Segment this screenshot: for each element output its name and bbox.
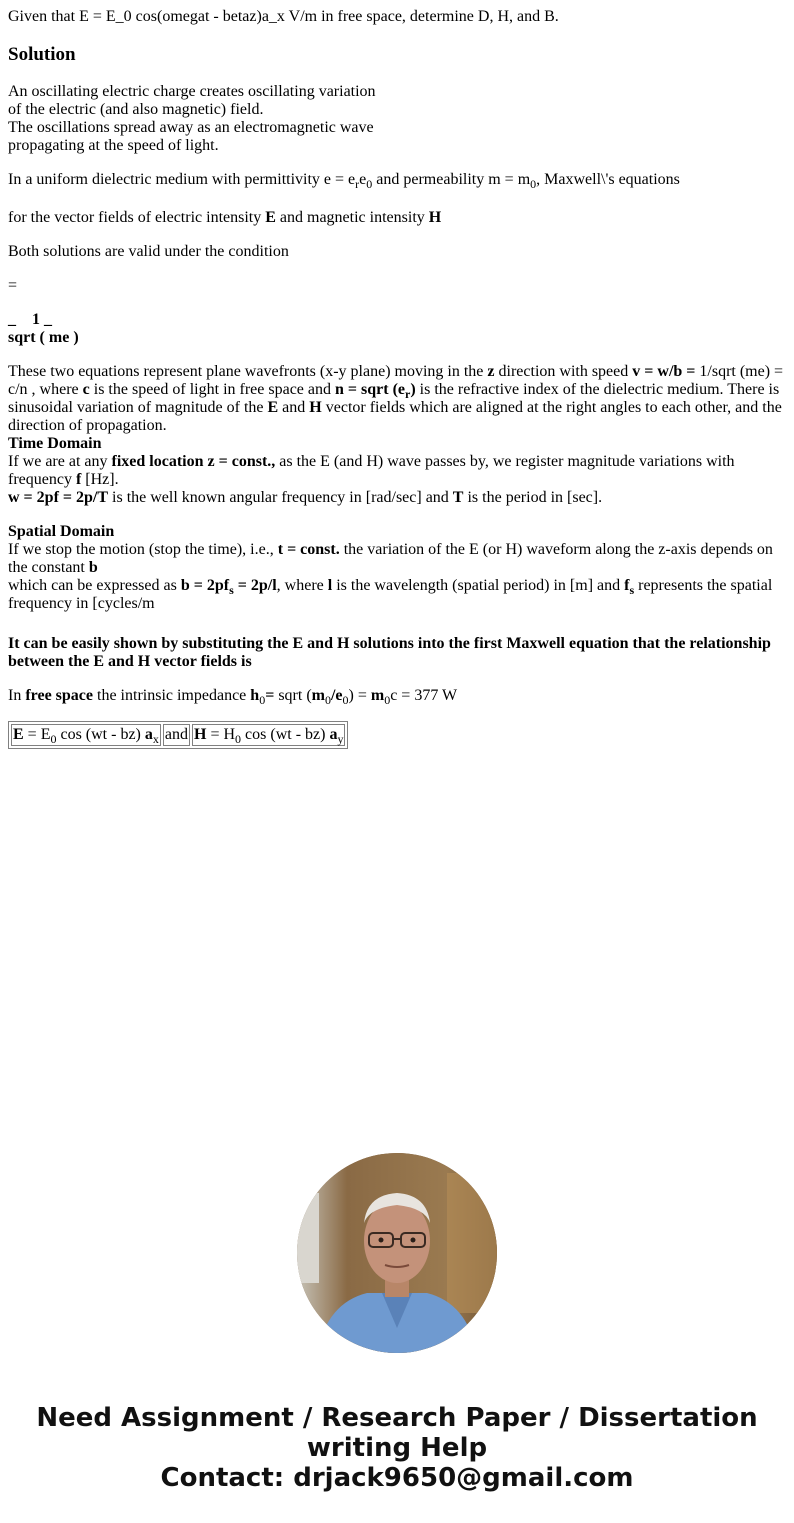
sd-text: is the wavelength (spatial period) in [m] and — [332, 577, 625, 594]
wf-text: These two equations represent plane wavefronts (x-y plane) moving in the — [8, 363, 488, 380]
time-domain-section — [8, 435, 786, 507]
footer-line-2: writing Help — [306, 1433, 488, 1463]
wf-bold: z — [487, 363, 495, 380]
medium-text: , Maxwell\'s equations — [536, 171, 680, 188]
fraction-bottom: sqrt ( me ) — [8, 329, 79, 346]
eq-text: = H — [206, 726, 236, 743]
wf-bold: ) — [410, 381, 416, 398]
vf-bold: E — [265, 209, 276, 226]
condition-paragraph: Both solutions are valid under the condition — [8, 243, 289, 260]
sd-sub: s — [229, 583, 234, 597]
relationship-paragraph — [8, 635, 786, 671]
h-field-equation — [192, 724, 345, 746]
spatial-domain-section — [8, 523, 786, 613]
eq-sub: x — [152, 732, 159, 746]
sd-bold: b = 2pf — [180, 577, 230, 594]
wf-text: is the refractive index of the dielectric medium. There is sinusoidal variation of magnitude of the — [8, 381, 780, 416]
eq-text: cos (wt - bz) — [56, 726, 145, 743]
fraction-top: _ 1 _ — [8, 311, 52, 328]
sd-bold: f — [624, 577, 630, 594]
wf-text: is the speed of light in free space and — [89, 381, 335, 398]
wf-bold: E — [267, 399, 279, 416]
wf-text: and — [278, 399, 310, 416]
imp-text: In — [8, 687, 26, 704]
intro-line-3: The oscillations spread away as an electromagnetic wave — [8, 119, 374, 136]
td-bold: fixed location z = const., — [111, 453, 276, 470]
vector-fields-paragraph — [8, 209, 786, 227]
imp-text: c = 377 W — [390, 687, 458, 704]
footer-line-1: Need Assignment / Research Paper / Dissertation — [36, 1403, 758, 1433]
imp-bold: = — [265, 687, 275, 704]
sd-bold: l — [327, 577, 333, 594]
eq-bold: a — [329, 726, 338, 743]
imp-bold: free space — [25, 687, 93, 704]
td-bold: w = 2pf = 2p/T — [8, 489, 109, 506]
wf-text: direction with speed — [494, 363, 633, 380]
footer-promo — [0, 1403, 794, 1493]
e-field-equation — [11, 724, 161, 746]
td-text: is the period in [sec]. — [463, 489, 603, 506]
eq-bold: a — [144, 726, 153, 743]
eq-sub: 0 — [235, 732, 242, 746]
sd-text: represents the spatial frequency in [cycles/m — [8, 577, 773, 612]
and-cell: and — [163, 724, 190, 746]
imp-text: sqrt ( — [274, 687, 312, 704]
intro-line-1: An oscillating electric charge creates oscillating variation — [8, 83, 376, 100]
impedance-paragraph — [8, 687, 786, 705]
imp-sub: 0 — [342, 693, 349, 707]
medium-sub: 0 — [366, 177, 373, 191]
imp-bold: m — [311, 687, 325, 704]
eq-bold: H — [194, 726, 207, 743]
intro-line-4: propagating at the speed of light. — [8, 137, 219, 154]
equals-sign: = — [8, 277, 18, 294]
sd-sub: s — [629, 583, 635, 597]
imp-sub: 0 — [384, 693, 391, 707]
td-text: If we are at any — [8, 453, 112, 470]
sd-bold: t = const. — [277, 541, 340, 558]
imp-bold: h — [250, 687, 260, 704]
sd-bold: b — [88, 559, 98, 576]
sd-text: the variation of the E (or H) waveform along the z-axis depends on the constant — [8, 541, 773, 576]
medium-text: In a uniform dielectric medium with permittivity e = e — [8, 171, 356, 188]
vf-text: for the vector fields of electric intensity — [8, 209, 266, 226]
sd-bold: = 2p/l — [233, 577, 277, 594]
imp-sub: 0 — [324, 693, 331, 707]
imp-sub: 0 — [259, 693, 266, 707]
sd-text: , where — [276, 577, 328, 594]
intro-paragraph — [8, 83, 786, 155]
imp-text: the intrinsic impedance — [93, 687, 251, 704]
medium-text: and permeability m = m — [372, 171, 531, 188]
medium-paragraph — [8, 171, 786, 189]
wf-bold: v = w/b = — [632, 363, 696, 380]
vf-bold: H — [428, 209, 442, 226]
fraction — [8, 311, 786, 347]
td-text: is the well known angular frequency in [rad/sec] and — [108, 489, 453, 506]
eq-text: = E — [23, 726, 51, 743]
imp-text: ) = — [348, 687, 371, 704]
author-photo — [297, 1153, 497, 1353]
intro-line-2: of the electric (and also magnetic) field. — [8, 101, 264, 118]
footer-contact: Contact: drjack9650@gmail.com — [160, 1463, 634, 1493]
eq-sub: y — [337, 732, 344, 746]
wavefronts-paragraph — [8, 363, 786, 435]
sd-text: If we stop the motion (stop the time), i.e., — [8, 541, 278, 558]
equation-row — [11, 724, 345, 746]
td-bold: T — [452, 489, 464, 506]
vf-text: and magnetic intensity — [275, 209, 429, 226]
spatial-domain-title: Spatial Domain — [8, 523, 115, 540]
question-text: Given that E = E_0 cos(omegat - betaz)a_x V/m in free space, determine D, H, and B. — [8, 8, 559, 25]
wf-text: 1/sqrt (me) = c/n , where — [8, 363, 784, 398]
time-domain-title: Time Domain — [8, 435, 102, 452]
td-text: [Hz]. — [81, 471, 119, 488]
solution-heading: Solution — [8, 44, 76, 65]
portrait-illustration — [297, 1153, 497, 1353]
relationship-text: It can be easily shown by substituting the E and H solutions into the first Maxwell equation that the relationship between the E and H vector fields is — [8, 635, 771, 670]
imp-bold: /e — [330, 687, 343, 704]
medium-text: e — [359, 171, 367, 188]
medium-sub: r — [355, 177, 360, 191]
eq-bold: E — [13, 726, 24, 743]
sd-text: which can be expressed as — [8, 577, 181, 594]
td-text: as the E (and H) wave passes by, we register magnitude variations with frequency — [8, 453, 735, 488]
wf-bold: H — [309, 399, 322, 416]
imp-bold: m — [370, 687, 385, 704]
wf-bold: n = sqrt (e — [335, 381, 405, 398]
wf-text: vector fields which are aligned at the right angles to each other, and the direction of propagation. — [8, 399, 782, 434]
eq-sub: 0 — [50, 732, 57, 746]
td-bold: f — [75, 471, 82, 488]
wf-bold: c — [82, 381, 90, 398]
equation-table — [8, 721, 348, 749]
eq-text: cos (wt - bz) — [241, 726, 330, 743]
medium-sub: 0 — [530, 177, 537, 191]
wf-sub: r — [405, 387, 411, 401]
document-body — [8, 8, 786, 749]
